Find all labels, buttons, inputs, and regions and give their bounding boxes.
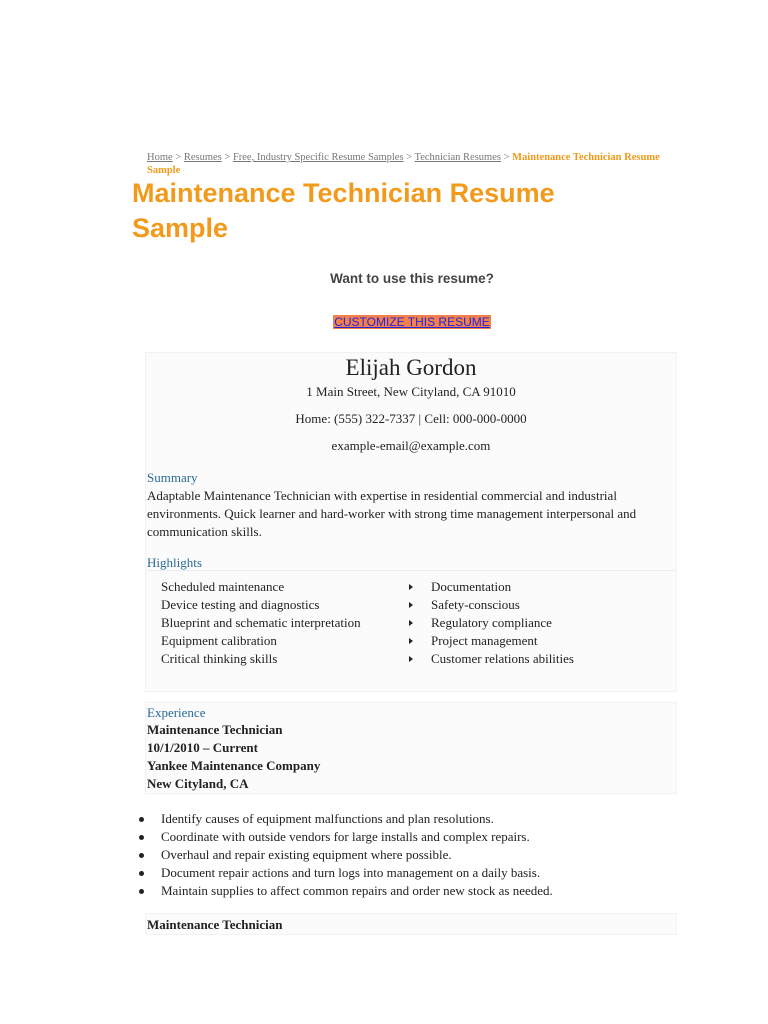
page-title-line-1: Maintenance Technician Resume xyxy=(132,178,555,208)
bullet-dot-icon xyxy=(139,889,144,894)
job-duties-list xyxy=(161,810,553,900)
candidate-address: 1 Main Street, New Cityland, CA 91010 xyxy=(306,384,516,399)
highlight-item: Device testing and diagnostics xyxy=(161,597,320,612)
breadcrumb-home-link[interactable]: Home xyxy=(147,152,173,163)
highlight-item xyxy=(431,632,574,650)
breadcrumb xyxy=(147,151,667,177)
highlight-item xyxy=(431,596,574,614)
bullet-dot-icon xyxy=(139,817,144,822)
triangle-bullet-icon xyxy=(409,638,413,644)
highlight-item xyxy=(431,614,574,632)
highlight-item-label: Customer relations abilities xyxy=(431,651,574,666)
highlight-item-label: Regulatory compliance xyxy=(431,615,552,630)
breadcrumb-industry-link[interactable]: Free, Industry Specific Resume Samples xyxy=(232,152,404,163)
breadcrumb-technician-link[interactable]: Technician Resumes xyxy=(414,152,501,163)
customize-resume-button[interactable]: CUSTOMIZE THIS RESUME xyxy=(334,315,490,329)
highlights-heading: Highlights xyxy=(147,555,202,570)
candidate-email: example-email@example.com xyxy=(331,438,491,453)
summary-heading: Summary xyxy=(147,470,198,485)
breadcrumb-separator: > xyxy=(503,152,510,163)
page-title xyxy=(132,176,652,246)
highlight-item: Equipment calibration xyxy=(161,633,277,648)
job-location: New Cityland, CA xyxy=(147,776,249,791)
job-dates: 10/1/2010 – Current xyxy=(147,740,258,755)
highlights-right-list xyxy=(431,578,574,668)
duty-item xyxy=(161,882,553,900)
bullet-dot-icon xyxy=(139,835,144,840)
duty-item-text: Document repair actions and turn logs into management on a daily basis. xyxy=(161,865,541,880)
highlight-item-label: Safety-conscious xyxy=(431,597,520,612)
triangle-bullet-icon xyxy=(409,656,413,662)
breadcrumb-separator: > xyxy=(175,152,182,163)
highlight-item xyxy=(431,650,574,668)
breadcrumb-separator: > xyxy=(224,152,231,163)
triangle-bullet-icon xyxy=(409,620,413,626)
breadcrumb-current: Maintenance Technician Resume Sample xyxy=(147,152,660,176)
breadcrumb-resumes-link[interactable]: Resumes xyxy=(183,152,222,163)
highlight-item: Blueprint and schematic interpretation xyxy=(161,615,361,630)
duty-item xyxy=(161,846,553,864)
candidate-phones: Home: (555) 322-7337 | Cell: 000-000-0000 xyxy=(295,411,527,426)
bullet-dot-icon xyxy=(139,871,144,876)
duty-item-text: Identify causes of equipment malfunctions and plan resolutions. xyxy=(161,811,494,826)
highlight-item xyxy=(431,578,574,596)
cta-wrapper xyxy=(132,313,692,331)
summary-text: Adaptable Maintenance Technician with expertise in residential commercial and industrial environments. Quick learner and hard-worker with strong time management interpersonal and communication skills. xyxy=(147,488,637,539)
bullet-dot-icon xyxy=(139,853,144,858)
duty-item xyxy=(161,828,553,846)
candidate-name: Elijah Gordon xyxy=(345,355,477,380)
page-title-line-2: Sample xyxy=(132,213,229,243)
highlight-item-label: Documentation xyxy=(431,579,512,594)
duty-item-text: Maintain supplies to affect common repairs and order new stock as needed. xyxy=(161,883,553,898)
duty-item-text: Overhaul and repair existing equipment where possible. xyxy=(161,847,452,862)
job-company: Yankee Maintenance Company xyxy=(147,758,321,773)
triangle-bullet-icon xyxy=(409,602,413,608)
highlights-divider xyxy=(147,570,675,571)
experience-heading: Experience xyxy=(147,705,206,720)
second-job-title: Maintenance Technician xyxy=(147,917,283,932)
triangle-bullet-icon xyxy=(409,584,413,590)
highlight-item: Scheduled maintenance xyxy=(161,579,285,594)
duty-item xyxy=(161,864,553,882)
cta-question: Want to use this resume? xyxy=(330,271,494,286)
highlight-item-label: Project management xyxy=(431,633,538,648)
duty-item xyxy=(161,810,553,828)
highlight-item: Critical thinking skills xyxy=(161,651,278,666)
duty-item-text: Coordinate with outside vendors for large installs and complex repairs. xyxy=(161,829,530,844)
breadcrumb-separator: > xyxy=(406,152,413,163)
highlights-left-list xyxy=(161,578,361,668)
job-title: Maintenance Technician xyxy=(147,722,283,737)
